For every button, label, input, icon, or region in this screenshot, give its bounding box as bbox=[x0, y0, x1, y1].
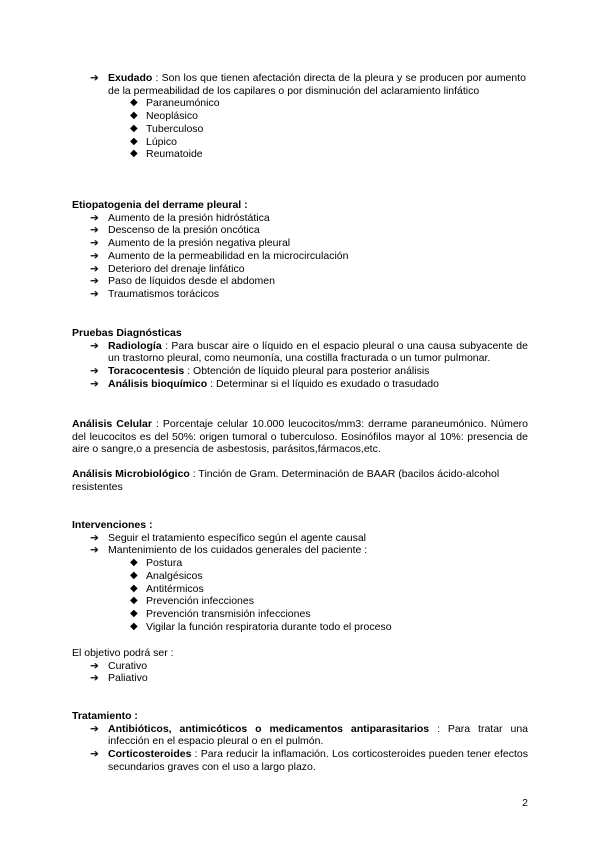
list-item: ◆ Tuberculoso bbox=[130, 122, 204, 135]
list-item: ◆ Analgésicos bbox=[130, 569, 203, 582]
list-item: ➔ Paliativo bbox=[90, 672, 148, 685]
section-heading: Etiopatogenia del derrame pleural : bbox=[72, 199, 248, 211]
arrow-icon: ➔ bbox=[90, 72, 99, 84]
list-item: ◆ Postura bbox=[130, 557, 183, 570]
arrow-icon: ➔ bbox=[90, 748, 99, 761]
list-item: ➔ Descenso de la presión oncótica bbox=[90, 224, 260, 237]
diamond-bullet-icon: ◆ bbox=[130, 122, 138, 134]
list-item: ➔ Radiología : Para buscar aire o líquido en el espacio pleural o una causa subyacente de un trastorno pleural, como neumonía, una costilla fracturada o un tumor pulmonar. bbox=[90, 339, 528, 365]
exudado-term: Exudado bbox=[108, 72, 153, 84]
section-heading: El objetivo podrá ser : bbox=[72, 647, 174, 659]
list-item: ➔ Antibióticos, antimicóticos o medicamentos antiparasitarios : Para tratar una infección en el espacio pleural o en el pulmón. bbox=[90, 722, 528, 748]
section-heading: Tratamiento : bbox=[72, 710, 138, 722]
list-item: ◆ Neoplásico bbox=[130, 110, 198, 123]
section-heading: Intervenciones : bbox=[72, 519, 153, 531]
page-number: 2 bbox=[522, 797, 528, 809]
objetivo-section bbox=[72, 647, 528, 685]
list-item: ➔ Seguir el tratamiento específico según el agente causal bbox=[90, 531, 366, 544]
pruebas-list bbox=[90, 340, 528, 391]
tratamiento-list bbox=[90, 723, 528, 774]
arrow-icon: ➔ bbox=[90, 249, 99, 262]
list-item: ◆ Vigilar la función respiratoria durante todo el proceso bbox=[130, 620, 392, 633]
arrow-icon: ➔ bbox=[90, 377, 99, 390]
objetivo-list bbox=[90, 660, 528, 685]
arrow-icon: ➔ bbox=[90, 544, 99, 557]
tratamiento-section bbox=[72, 710, 528, 774]
list-item: ◆ Paraneumónico bbox=[130, 97, 220, 110]
arrow-icon: ➔ bbox=[90, 211, 99, 224]
exudado-list bbox=[130, 97, 526, 161]
diamond-bullet-icon: ◆ bbox=[130, 148, 138, 160]
list-item: ◆ Reumatoide bbox=[130, 148, 203, 161]
intervenciones-section bbox=[72, 519, 528, 633]
list-item: ➔ Traumatismos torácicos bbox=[90, 287, 220, 300]
list-item: ◆ Lúpico bbox=[130, 135, 177, 148]
exudado-item bbox=[90, 72, 526, 97]
diamond-bullet-icon: ◆ bbox=[130, 582, 138, 594]
arrow-icon: ➔ bbox=[90, 237, 99, 250]
etiopatogenia-section bbox=[72, 199, 528, 301]
list-item: ➔ Aumento de la presión hidróstática bbox=[90, 211, 270, 224]
list-item: ◆ Prevención transmisión infecciones bbox=[130, 607, 311, 620]
diamond-bullet-icon: ◆ bbox=[130, 595, 138, 607]
list-item: ➔ Deterioro del drenaje linfático bbox=[90, 262, 245, 275]
cuidados-list bbox=[130, 557, 528, 633]
list-item: ➔ Corticosteroides : Para reducir la inflamación. Los corticosteroides pueden tener efectos secundarios graves con el uso a largo plazo. bbox=[90, 748, 529, 773]
arrow-icon: ➔ bbox=[90, 672, 99, 685]
list-item: ➔ Análisis bioquímico : Determinar si el líquido es exudado o trasudado bbox=[90, 377, 439, 390]
list-item: ➔ Paso de líquidos desde el abdomen bbox=[90, 275, 275, 288]
diamond-bullet-icon: ◆ bbox=[130, 607, 138, 619]
arrow-icon: ➔ bbox=[90, 531, 99, 544]
exudado-text: : Son los que tienen afectación directa de la pleura y se producen por aumento de la permeabilidad de los capilares o por disminución del aclaramiento linfático bbox=[108, 72, 526, 97]
arrow-icon: ➔ bbox=[90, 262, 99, 275]
list-item: ➔ Aumento de la presión negativa pleural bbox=[90, 237, 291, 250]
list-item: ➔ Aumento de la permeabilidad en la microcirculación bbox=[90, 249, 349, 262]
arrow-icon: ➔ bbox=[90, 365, 99, 378]
list-item: ◆ Antitérmicos bbox=[130, 582, 204, 595]
exudado-section bbox=[90, 72, 526, 161]
diamond-bullet-icon: ◆ bbox=[130, 557, 138, 569]
arrow-icon: ➔ bbox=[90, 339, 99, 352]
diamond-bullet-icon: ◆ bbox=[130, 110, 138, 122]
intervenciones-list bbox=[90, 532, 528, 557]
arrow-icon: ➔ bbox=[90, 287, 99, 300]
arrow-icon: ➔ bbox=[90, 722, 99, 735]
etiopatogenia-list bbox=[90, 212, 528, 301]
diamond-bullet-icon: ◆ bbox=[130, 135, 138, 147]
analisis-celular: Análisis Celular : Porcentaje celular 10.000 leucocitos/mm3: derrame paraneumónico. Número del leucocitos es del 50%: origen tumoral o tuberculoso. Eosinófilos mayor al 10%: presencia de aire o sangre,o a presencia de asbestosis, parásitos,fármacos,etc. bbox=[72, 418, 528, 456]
diamond-bullet-icon: ◆ bbox=[130, 620, 138, 632]
list-item: ➔ Curativo bbox=[90, 659, 148, 672]
list-item: ➔ Toracocentesis : Obtención de líquido pleural para posterior análisis bbox=[90, 365, 430, 378]
diamond-bullet-icon: ◆ bbox=[130, 97, 138, 109]
arrow-icon: ➔ bbox=[90, 275, 99, 288]
section-heading: Pruebas Diagnósticas bbox=[72, 327, 182, 339]
diamond-bullet-icon: ◆ bbox=[130, 569, 138, 581]
analisis-microbiologico: Análisis Microbiológico : Tinción de Gram. Determinación de BAAR (bacilos ácido-alcohol resistentes bbox=[72, 468, 500, 493]
pruebas-section bbox=[72, 327, 528, 391]
list-item: ➔ Mantenimiento de los cuidados generales del paciente : bbox=[90, 544, 368, 557]
arrow-icon: ➔ bbox=[90, 659, 99, 672]
list-item: ◆ Prevención infecciones bbox=[130, 595, 254, 608]
arrow-icon: ➔ bbox=[90, 224, 99, 237]
